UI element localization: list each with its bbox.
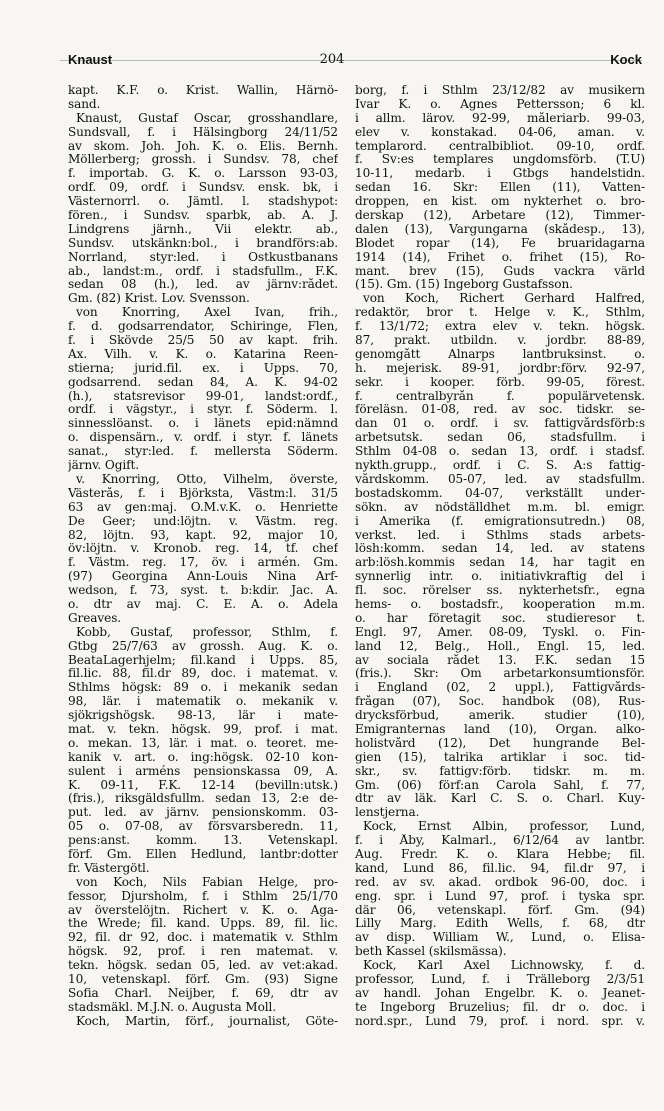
text-line: f. i Åby, Kalmarl., 6/12/64 av lantbr. [355, 834, 645, 848]
text-line: put. led. av järnv. pensionskomm. 03- [68, 806, 338, 820]
text-line: Ivar K. o. Agnes Pettersson; 6 kl. [355, 97, 645, 111]
text-line: Gm. (06) förf:an Carola Sahl, f. 77, [355, 778, 645, 792]
text-line: sedan 08 (h.), led. av järnv:rådet. [68, 278, 338, 292]
text-line: von Koch, Nils Fabian Helge, pro- [76, 875, 338, 889]
text-line: pens:anst. komm. 13. Vetenskapl. [68, 834, 338, 848]
text-line: sökn. av nödställdhet m.m. bl. emigr. [355, 500, 645, 514]
text-line: fil.lic. 88, fil.dr 89, doc. i matemat. v. [68, 667, 338, 681]
text-line: Kock, Karl Axel Lichnowsky, f. d. [363, 959, 645, 973]
text-line: hems- o. bostadsfr., kooperation m.m. [355, 597, 645, 611]
text-line: professor, Lund, f. i Trälleborg 2/3/51 [355, 973, 645, 986]
text-line: sjökrigshögsk. 98-13, lär i mate- [68, 709, 338, 723]
text-line: the Wrede; fil. kand. Upps. 89, fil. lic. [68, 917, 338, 931]
text-line: Aug. Fredr. K. o. Klara Hebbe; fil. [355, 847, 645, 861]
text-line: f. i Skövde 25/5 50 av kapt. frih. [68, 334, 338, 348]
text-line: wedson, f. 73, syst. t. b:kdir. Jac. A. [68, 584, 338, 598]
text-line: nord.spr., Lund 79, prof. i nord. spr. v. [355, 1014, 645, 1028]
right-text-column [355, 84, 645, 1029]
text-line: h. mejerisk. 89-91, jordbr:förv. 92-97, [355, 361, 645, 375]
text-line: Engl. 97, Amer. 08-09, Tyskl. o. Fin- [355, 625, 645, 639]
text-line: gien (15), talrika artiklar i soc. tid- [355, 750, 645, 764]
text-line: o. mekan. 13, lär. i mat. o. teoret. me- [68, 736, 338, 750]
running-head-left: Knaust [68, 52, 113, 67]
text-line: 98, lär. i matematik o. mekanik v. [68, 695, 338, 709]
text-line: 1914 (14), Frihet o. frihet (15), Ro- [355, 250, 645, 264]
text-line: i allm. lärov. 92-99, måleriarb. 99-03, [355, 111, 645, 125]
text-line: 10, vetenskapl. förf. Gm. (93) Signe [68, 973, 338, 986]
text-line: Sundsvall, f. i Hälsingborg 24/11/52 [68, 125, 338, 139]
text-line: Gtbg 25/7/63 av grossh. Aug. K. o. [68, 639, 338, 653]
text-line: f. d. godsarrendator, Schiringe, Flen, [68, 320, 338, 334]
text-line: elev v. konstakad. 04-06, aman. v. [355, 125, 645, 139]
text-line: i Amerika (f. emigrationsutredn.) 08, [355, 514, 645, 528]
text-line: arb:lösh.kommis sedan 14, har tagit en [355, 556, 645, 570]
text-line: sinnesslöanst. o. i länets epid:nämnd [68, 417, 338, 431]
text-line: stierna; jurid.fil. ex. i Upps. 70, [68, 361, 338, 375]
text-line: Gm. (82) Krist. Lov. Svensson. [68, 292, 250, 306]
text-line: kanik v. art. o. ing:högsk. 02-10 kon- [68, 750, 338, 764]
text-line: arbetsutsk. sedan 06, stadsfullm. i [355, 431, 645, 445]
text-line: kapt. K.F. o. Krist. Wallin, Härnö- [68, 84, 338, 97]
text-line: 05 o. 07-08, av försvarsberedn. 11, [68, 820, 338, 834]
text-line: (h.), statsrevisor 99-01, landst:ordf., [68, 389, 338, 403]
text-line: av sociala rådet 13. F.K. sedan 15 [355, 653, 645, 667]
text-line: sand. [68, 97, 101, 111]
text-line: Koch, Martin, förf., journalist, Göte- [76, 1014, 338, 1028]
text-line: holistvård (12), Det hungrande Bel- [355, 736, 645, 750]
text-line: där 06, vetenskapl. förf. Gm. (94) [355, 903, 645, 917]
text-line: Ax. Vilh. v. K. o. Katarina Reen- [68, 347, 338, 361]
text-line: Sundsv. utskänkn:bol., i brandförs:ab. [68, 236, 338, 250]
text-line: f. importab. G. K. o. Larsson 93-03, [68, 167, 338, 181]
text-line: fören., i Sundsv. sparbk, ab. A. J. [68, 209, 338, 223]
text-line: synnerlig intr. o. initiativkraftig del i [355, 570, 645, 584]
text-line: Möllerberg; grossh. i Sundsv. 78, chef [68, 153, 338, 167]
text-line: högsk. 92, prof. i ren matemat. v. [68, 945, 338, 959]
text-line: sanat., styr:led. f. mellersta Söderm. [68, 445, 338, 459]
text-line: ordf. 09, ordf. i Sundsv. ensk. bk, i [68, 181, 338, 195]
text-line: sulent i arméns pensionskassa 09, A. [68, 764, 338, 778]
text-line: von Koch, Richert Gerhard Halfred, [363, 292, 645, 306]
text-line: De Geer; und:löjtn. v. Västm. reg. [68, 514, 338, 528]
text-line: 63 av gen:maj. O.M.v.K. o. Henriette [68, 500, 338, 514]
text-line: fl. soc. rörelser ss. nykterhetsfr., egna [355, 584, 645, 598]
text-line: Knaust, Gustaf Oscar, grosshandlare, [76, 111, 338, 125]
text-line: vårdskomm. 05-07, led. av stadsfullm. [355, 472, 645, 486]
text-line: o. dispensärn., v. ordf. i styr. f. länets [68, 431, 338, 445]
text-line: bostadskomm. 04-07, verkställt under- [355, 486, 645, 500]
text-line: lösh:komm. sedan 14, led. av statens [355, 542, 645, 556]
text-line: av disp. William W., Lund, o. Elisa- [355, 931, 645, 945]
text-line: järnv. Ogift. [68, 459, 140, 473]
left-text-column [68, 84, 338, 1029]
text-line: v. Knorring, Otto, Vilhelm, överste, [76, 472, 338, 486]
text-line: tekn. högsk. sedan 05, led. av vet:akad. [68, 959, 338, 973]
text-line: dalen (13), Vargungarna (skådesp., 13), [355, 222, 645, 236]
text-line: mant. brev (15), Guds vackra värld [355, 264, 645, 278]
text-line: nykth.grupp., ordf. i C. S. A:s fattig- [355, 459, 645, 473]
text-line: Sofia Charl. Neijber, f. 69, dtr av [68, 986, 338, 1000]
text-line: 92, fil. dr 92, doc. i matematik v. Sthlm [68, 931, 338, 945]
text-line: Greaves. [68, 611, 122, 625]
text-line: Västernorrl. o. Jämtl. l. stadshypot: [68, 195, 338, 209]
page-number: 204 [319, 52, 345, 67]
text-line: mat. v. tekn. högsk. 99, prof. i mat. [68, 722, 338, 736]
text-line: (fris.), riksgäldsfullm. sedan 13, 2:e de- [68, 792, 338, 806]
text-line: Sthlms högsk: 89 o. i mekanik sedan [68, 681, 338, 695]
text-line: droppen, en kist. om nykterhet o. bro- [355, 195, 645, 209]
text-line: templarord. centralbibliot. 09-10, ordf. [355, 139, 645, 153]
text-line: 82, löjtn. 93, kapt. 92, major 10, [68, 528, 338, 542]
text-line: förf. Gm. Ellen Hedlund, lantbr:dotter [68, 847, 338, 861]
text-line: av handl. Johan Engelbr. K. o. Jeanet- [355, 986, 645, 1000]
text-line: eng. spr. i Lund 97, prof. i tyska spr. [355, 889, 645, 903]
text-line: lenstjerna. [355, 806, 420, 820]
text-line: Västerås, f. i Björksta, Västm:l. 31/5 [68, 486, 338, 500]
text-line: sedan 16. Skr: Ellen (11), Vatten- [355, 181, 645, 195]
text-line: frågan (07), Soc. handbok (08), Rus- [355, 695, 645, 709]
text-line: öv:löjtn. v. Kronob. reg. 14, tf. chef [68, 542, 338, 556]
text-line: f. centralbyrån f. populärvetensk. [355, 389, 645, 403]
text-line: red. av sv. akad. ordbok 96-00, doc. i [355, 875, 645, 889]
text-line: verkst. led. i Sthlms stads arbets- [355, 528, 645, 542]
text-line: ordf. i vägstyr., i styr. f. Söderm. l. [68, 403, 338, 417]
text-line: Lindgrens järnh., Vii elektr. ab., [68, 222, 338, 236]
text-line: redaktör, bror t. Helge v. K., Sthlm, [355, 306, 645, 320]
text-line: dtr av läk. Karl C. S. o. Charl. Kuy- [355, 792, 645, 806]
text-line: K. 09-11, F.K. 12-14 (bevilln:utsk.) [68, 778, 338, 792]
text-line: föreläsn. 01-08, red. av soc. tidskr. se- [355, 403, 645, 417]
page-header [0, 52, 664, 74]
text-line: kand, Lund 86, fil.lic. 94, fil.dr 97, i [355, 861, 645, 875]
text-line: Norrland, styr:led. i Ostkustbanans [68, 250, 338, 264]
text-line: i England (02, 2 uppl.), Fattigvårds- [355, 681, 645, 695]
text-line: drycksförbud, amerik. studier (10), [355, 709, 645, 723]
text-line: Blodet ropar (14), Fe bruaridagarna [355, 236, 645, 250]
text-line: land 12, Belg., Holl., Engl. 15, led. [355, 639, 645, 653]
text-line: genomgått Alnarps lantbruksinst. o. [355, 347, 645, 361]
text-line: Kobb, Gustaf, professor, Sthlm, f. [76, 625, 338, 639]
text-line: skr., sv. fattigv:förb. tidskr. m. m. [355, 764, 645, 778]
text-line: av skom. Joh. Joh. K. o. Elis. Bernh. [68, 139, 338, 153]
text-line: o. har företagit soc. studieresor t. [355, 611, 645, 625]
text-line: 10-11, medarb. i Gtbgs handelstidn. [355, 167, 645, 181]
running-head-right: Kock [610, 52, 642, 67]
text-line: BeataLagerhjelm; fil.kand i Upps. 85, [68, 653, 338, 667]
text-line: f. 13/1/72; extra elev v. tekn. högsk. [355, 320, 645, 334]
text-line: te Ingeborg Bruzelius; fil. dr o. doc. i [355, 1000, 645, 1014]
text-line: Kock, Ernst Albin, professor, Lund, [363, 820, 645, 834]
text-line: fr. Västergötl. [68, 861, 150, 875]
text-line: von Knorring, Axel Ivan, frih., [76, 306, 338, 320]
text-line: sekr. i kooper. förb. 99-05, förest. [355, 375, 645, 389]
text-line: o. dtr av maj. C. E. A. o. Adela [68, 597, 338, 611]
text-line: (fris.). Skr: Om arbetarkonsumtionsför. [355, 667, 645, 681]
text-line: beth Kassel (skilsmässa). [355, 945, 507, 959]
text-line: Lilly Marg. Edith Wells, f. 68, dtr [355, 917, 645, 931]
text-line: ab., landst:m., ordf. i stadsfullm., F.K. [68, 264, 338, 278]
text-line: fessor, Djursholm, f. i Sthlm 25/1/70 [68, 889, 338, 903]
text-line: Emigranternas land (10), Organ. alko- [355, 722, 645, 736]
text-line: Sthlm 04-08 o. sedan 13, ordf. i stadsf. [355, 445, 645, 459]
text-line: f. Västm. reg. 17, öv. i armén. Gm. [68, 556, 338, 570]
text-line: derskap (12), Arbetare (12), Timmer- [355, 209, 645, 223]
text-line: godsarrend. sedan 84, A. K. 94-02 [68, 375, 338, 389]
text-line: dan 01 o. ordf. i sv. fattigvårdsförb:s [355, 417, 645, 431]
text-line: f. Sv:es templares ungdomsförb. (T.U) [355, 153, 645, 167]
text-line: 87, prakt. utbildn. v. jordbr. 88-89, [355, 334, 645, 348]
text-line: borg, f. i Sthlm 23/12/82 av musikern [355, 84, 645, 97]
text-line: stadsmäkl. M.J.N. o. Augusta Moll. [68, 1000, 277, 1014]
text-line: (15). Gm. (15) Ingeborg Gustafsson. [355, 278, 573, 292]
text-line: (97) Georgina Ann-Louis Nina Arf- [68, 570, 338, 584]
text-line: av överstelöjtn. Richert v. K. o. Aga- [68, 903, 338, 917]
